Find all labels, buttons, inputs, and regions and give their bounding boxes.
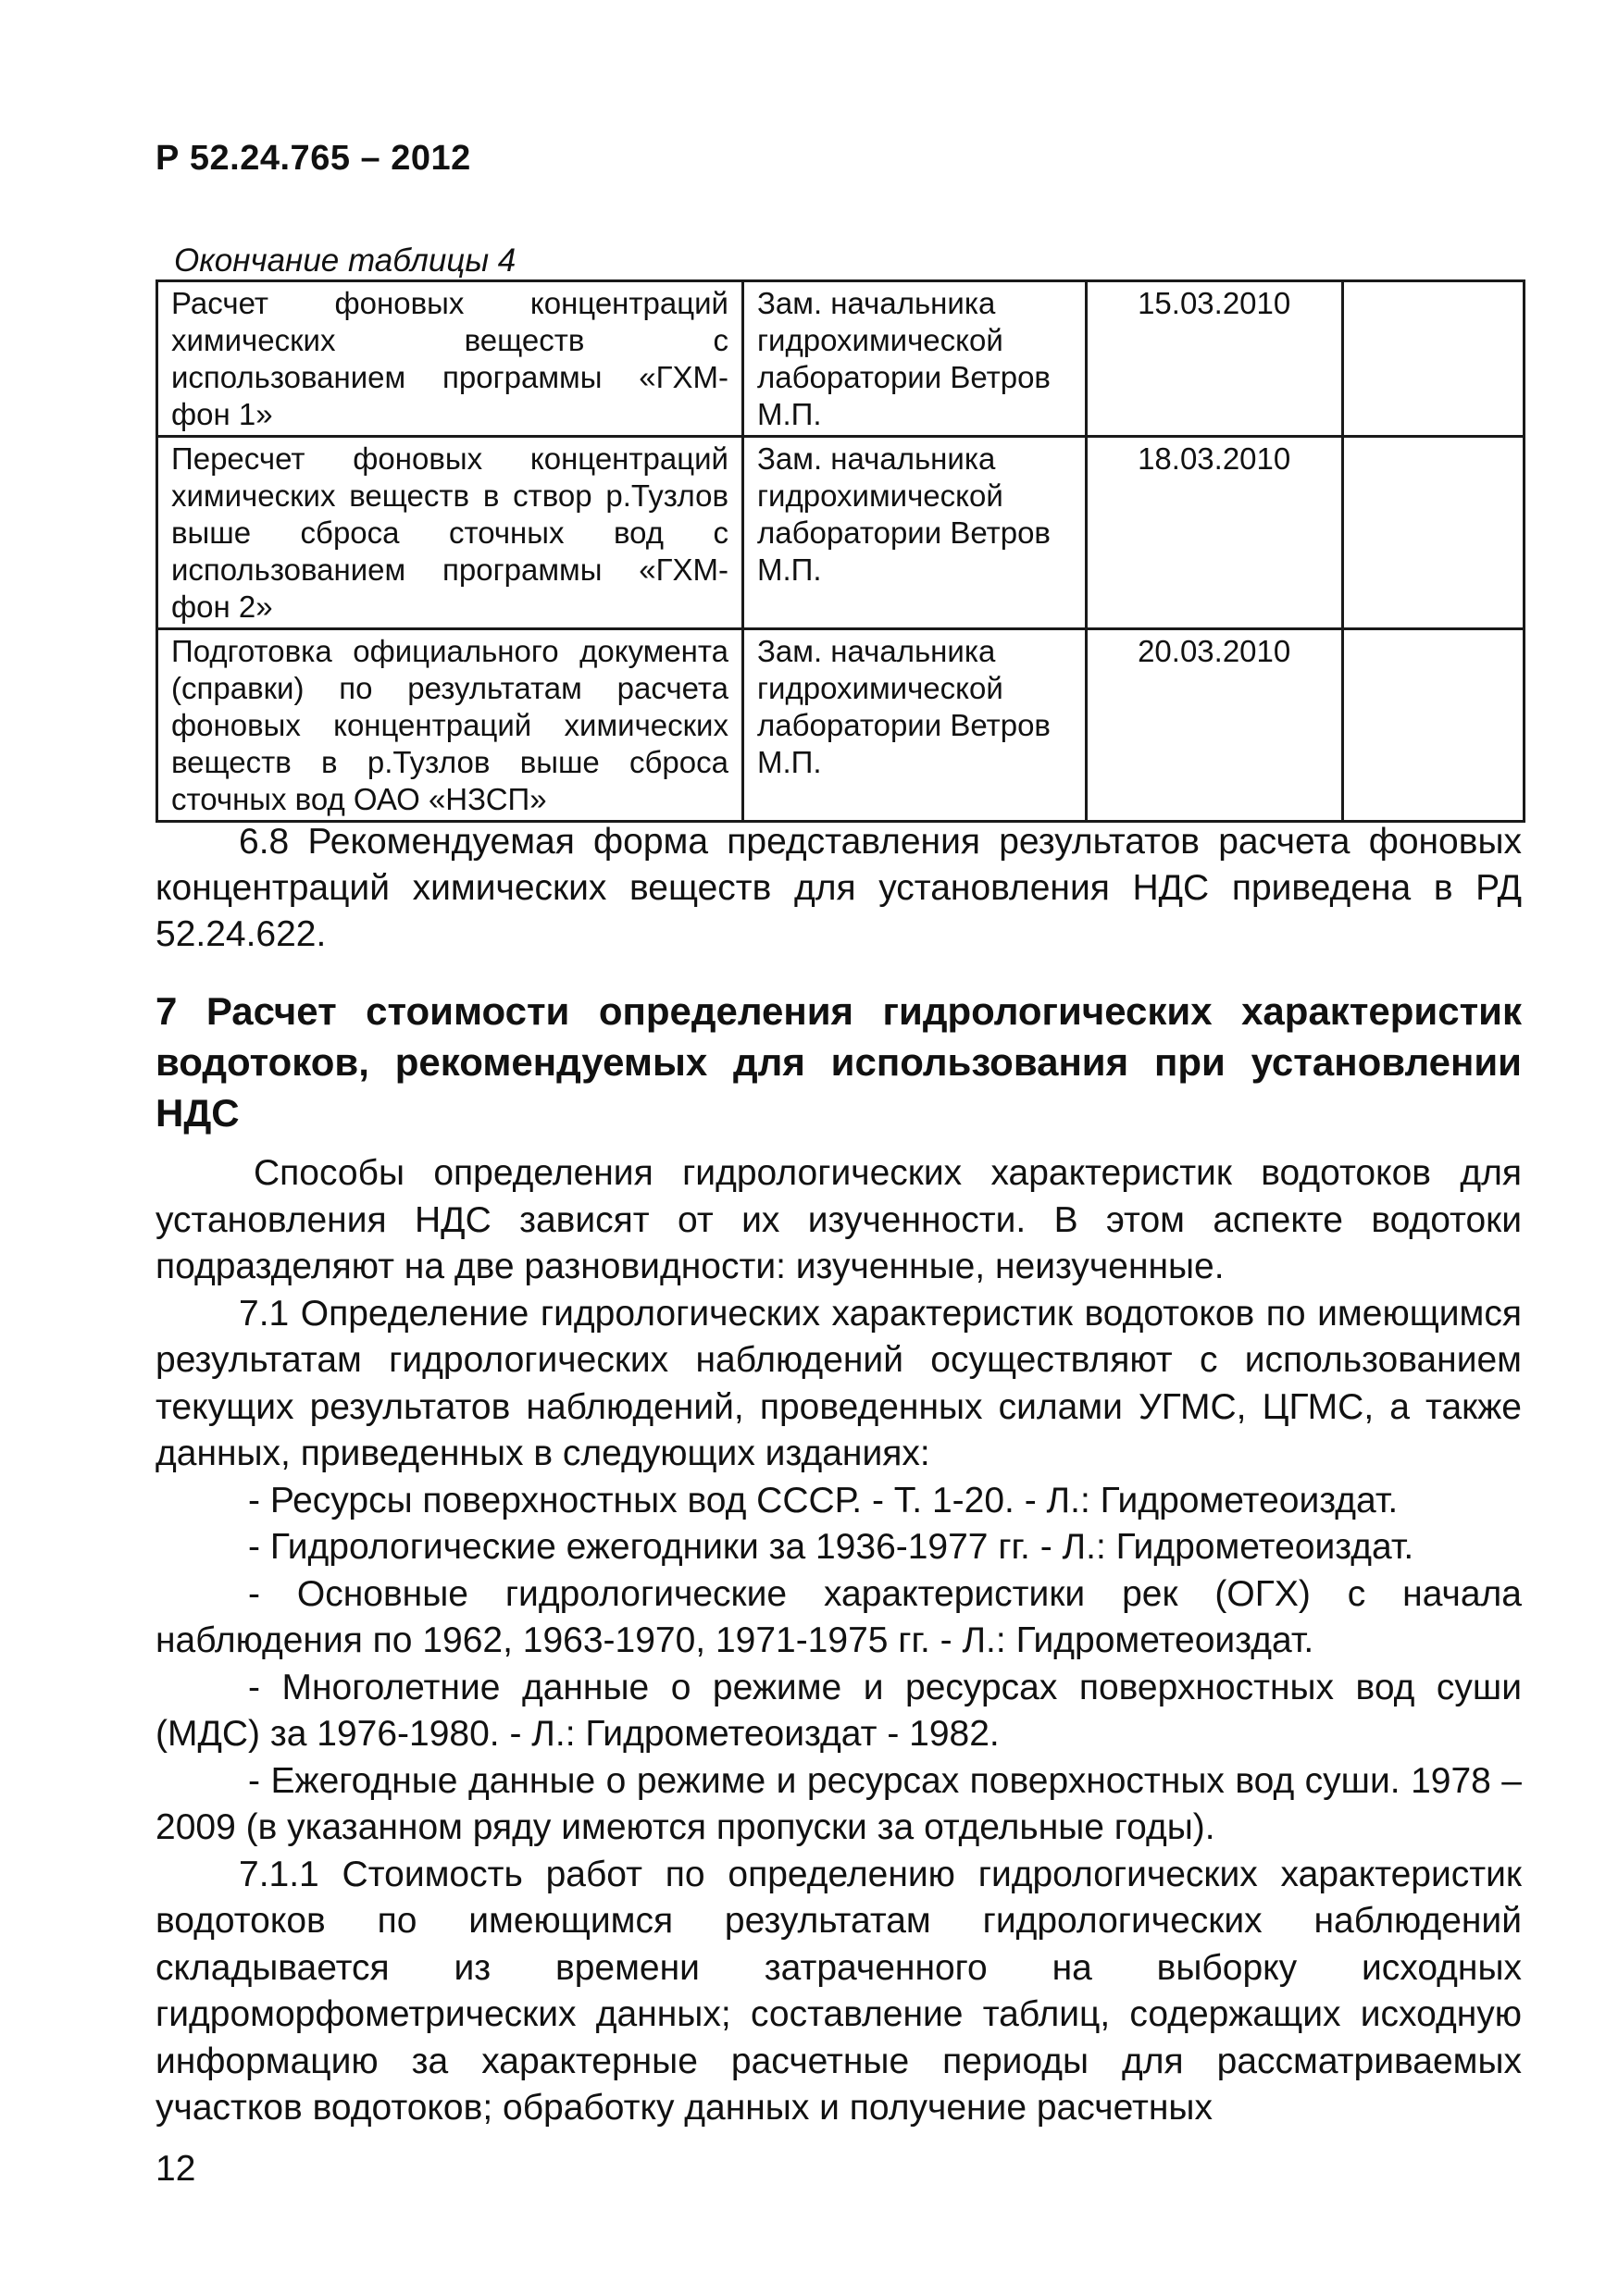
responsible-cell: Зам. начальника гидрохимической лаборатории Ветров М.П. — [743, 281, 1087, 437]
responsible-cell: Зам. начальника гидрохимической лаборатории Ветров М.П. — [743, 629, 1087, 822]
page-number: 12 — [156, 2149, 196, 2189]
source-item: - Ресурсы поверхностных вод СССР. - Т. 1-20. - Л.: Гидрометеоиздат. — [248, 1480, 1399, 1520]
note-cell — [1342, 437, 1524, 629]
table-row — [157, 629, 1525, 822]
date-cell: 20.03.2010 — [1086, 629, 1342, 822]
table-caption: Окончание таблицы 4 — [174, 242, 517, 279]
paragraph-6-8: 6.8 Рекомендуемая форма представления результатов расчета фоновых концентраций химических веществ для установления НДС приведена в РД 52.24.622. — [156, 822, 1522, 954]
source-item: - Гидрологические ежегодники за 1936-1977 гг. - Л.: Гидрометеоиздат. — [248, 1527, 1414, 1567]
source-item: - Ежегодные данные о режиме и ресурсах поверхностных вод суши. 1978 – 2009 (в указанном ряду имеются пропуски за отдельные годы). — [156, 1760, 1522, 1847]
section-7-heading: 7 Расчет стоимости определения гидрологических характеристик водотоков, рекомендуемых для использования при установлении НДС — [156, 989, 1522, 1135]
section-7-body — [156, 1150, 1522, 2132]
responsible-cell: Зам. начальника гидрохимической лаборатории Ветров М.П. — [743, 437, 1087, 629]
table-4 — [156, 279, 1525, 823]
note-cell — [1342, 629, 1524, 822]
document-code: Р 52.24.765 – 2012 — [156, 139, 471, 178]
work-cell: Пересчет фоновых концентраций химических веществ в створ р.Тузлов выше сброса сточных вод с использованием программы «ГХМ-фон 2» — [157, 437, 743, 629]
paragraph-7-1: 7.1 Определение гидрологических характеристик водотоков по имеющимся результатам гидрологических наблюдений осуществляют с использованием текущих результатов наблюдений, проведенных силами УГМС, ЦГМС, а также данных, приведенных в следующих изданиях: — [156, 1293, 1522, 1473]
table-row — [157, 437, 1525, 629]
work-cell: Расчет фоновых концентраций химических веществ с использованием программы «ГХМ-фон 1» — [157, 281, 743, 437]
source-item: - Основные гидрологические характеристики рек (ОГХ) с начала наблюдения по 1962, 1963-1970, 1971-1975 гг. - Л.: Гидрометеоиздат. — [156, 1573, 1522, 1660]
intro-paragraph: Способы определения гидрологических характеристик водотоков для установления НДС зависят от их изученности. В этом аспекте водотоки подразделяют на две разновидности: изученные, неизученные. — [156, 1153, 1522, 1286]
table-row — [157, 281, 1525, 437]
date-cell: 15.03.2010 — [1086, 281, 1342, 437]
paragraph-7-1-1: 7.1.1 Стоимость работ по определению гидрологических характеристик водотоков по имеющимся результатам гидрологических наблюдений складывается из времени затраченного на выборку исходных гидроморфометрических данных; составление таблиц, содержащих исходную информацию за характерные расчетные периоды для рассматриваемых участков водотоков; обработку данных и получение расчетных — [156, 1854, 1522, 2128]
date-cell: 18.03.2010 — [1086, 437, 1342, 629]
work-cell: Подготовка официального документа (справки) по результатам расчета фоновых концентраций химических веществ в р.Тузлов выше сброса сточных вод ОАО «НЗСП» — [157, 629, 743, 822]
note-cell — [1342, 281, 1524, 437]
source-item: - Многолетние данные о режиме и ресурсах поверхностных вод суши (МДС) за 1976-1980. - Л.: Гидрометеоиздат - 1982. — [156, 1667, 1522, 1754]
